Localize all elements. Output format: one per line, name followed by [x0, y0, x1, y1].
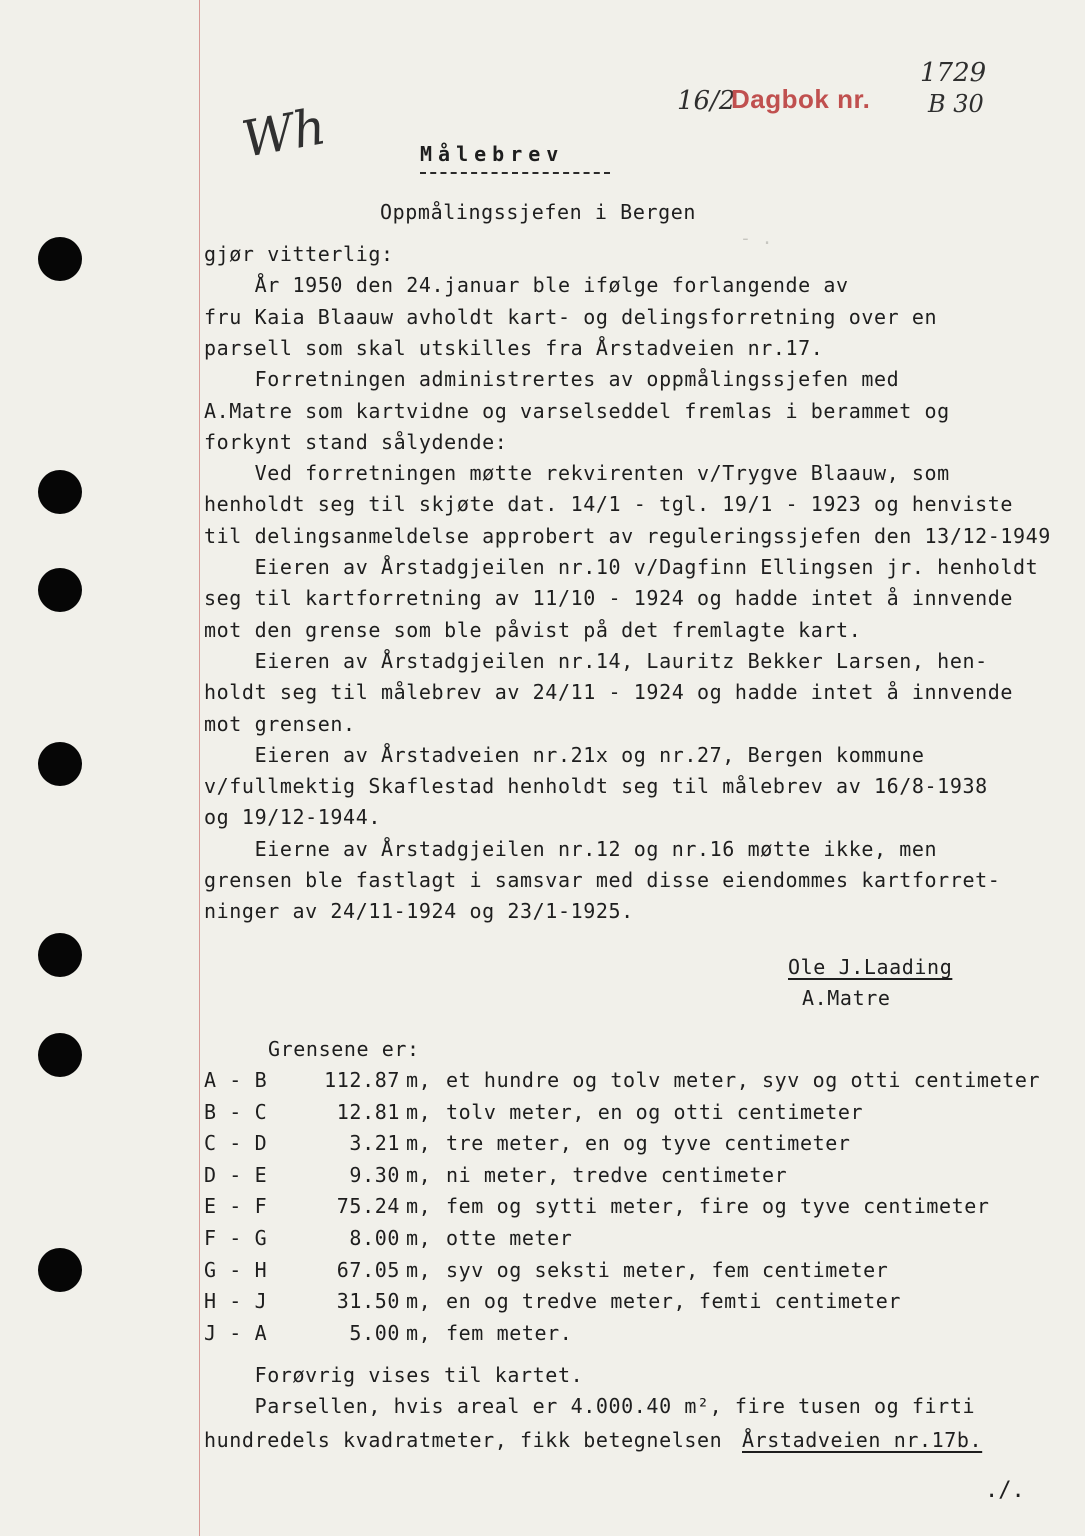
boundary-words: fem meter. — [446, 1321, 573, 1345]
body-line: Ved forretningen møtte rekvirenten v/Trygve Blaauw, som — [204, 461, 950, 485]
boundary-segment: C - D — [204, 1131, 268, 1155]
stamp-number: 1729 — [920, 58, 987, 88]
boundary-words: en og tredve meter, femti centimeter — [446, 1289, 902, 1313]
boundary-unit: m, — [406, 1226, 432, 1250]
body-line: parsell som skal utskilles fra Årstadveien nr.17. — [204, 336, 824, 360]
body-line: Eieren av Årstadveien nr.21x og nr.27, Bergen kommune — [204, 743, 925, 767]
body-line: v/fullmektig Skaflestad henholdt seg til målebrev av 16/8-1938 — [204, 774, 988, 798]
boundary-meters: 12.81 — [336, 1100, 400, 1124]
body-line: grensen ble fastlagt i samsvar med disse eiendommes kartforret- — [204, 868, 1001, 892]
punch-hole — [38, 1033, 82, 1077]
handwritten-initials: Wh — [237, 97, 330, 169]
boundary-unit: m, — [406, 1289, 432, 1313]
body-line: holdt seg til målebrev av 24/11 - 1924 og hadde intet å innvende — [204, 680, 1014, 704]
body-line: ninger av 24/11-1924 og 23/1-1925. — [204, 899, 634, 923]
boundary-unit: m, — [406, 1321, 432, 1345]
boundary-meters: 31.50 — [336, 1289, 400, 1313]
boundary-words: fem og sytti meter, fire og tyve centimeter — [446, 1194, 990, 1218]
body-line: gjør vitterlig: — [204, 242, 394, 266]
title-rule — [420, 172, 610, 174]
boundary-words: tolv meter, en og otti centimeter — [446, 1100, 864, 1124]
boundary-meters: 75.24 — [336, 1194, 400, 1218]
closing-line: Parsellen, hvis areal er 4.000.40 m², fire tusen og firti — [204, 1394, 976, 1418]
boundary-segment: G - H — [204, 1258, 268, 1282]
punch-hole — [38, 470, 82, 514]
body-line: Eieren av Årstadgjeilen nr.10 v/Dagfinn Ellingsen jr. henholdt — [204, 555, 1039, 579]
boundary-segment: A - B — [204, 1068, 268, 1092]
body-line: Eieren av Årstadgjeilen nr.14, Lauritz Bekker Larsen, hen- — [204, 649, 988, 673]
body-line: til delingsanmeldelse approbert av reguleringssjefen den 13/12-1949 — [204, 524, 1051, 548]
boundary-unit: m, — [406, 1163, 432, 1187]
body-line: seg til kartforretning av 11/10 - 1924 og hadde intet å innvende — [204, 586, 1014, 610]
boundary-meters: 67.05 — [336, 1258, 400, 1282]
boundary-words: syv og seksti meter, fem centimeter — [446, 1258, 889, 1282]
boundary-meters: 5.00 — [349, 1321, 400, 1345]
body-line: mot den grense som ble påvist på det fremlagte kart. — [204, 618, 862, 642]
closing-line: hundredels kvadratmeter, fikk betegnelsen — [204, 1428, 723, 1452]
body-line: og 19/12-1944. — [204, 805, 381, 829]
bleed-through-text: - . — [740, 228, 773, 249]
body-line: År 1950 den 24.januar ble ifølge forlangende av — [204, 273, 849, 297]
punch-hole — [38, 933, 82, 977]
boundary-unit: m, — [406, 1068, 432, 1092]
boundary-segment: J - A — [204, 1321, 268, 1345]
body-line: mot grensen. — [204, 712, 356, 736]
boundary-unit: m, — [406, 1131, 432, 1155]
boundary-unit: m, — [406, 1194, 432, 1218]
boundary-segment: H - J — [204, 1289, 268, 1313]
punch-hole — [38, 742, 82, 786]
stamp-suffix: B 30 — [928, 90, 984, 118]
boundary-meters: 112.87 — [324, 1068, 400, 1092]
document-title: Målebrev — [420, 142, 565, 166]
boundary-segment: F - G — [204, 1226, 268, 1250]
boundary-meters: 9.30 — [349, 1163, 400, 1187]
punch-hole — [38, 1248, 82, 1292]
margin-line — [199, 0, 200, 1536]
body-line: forkynt stand sålydende: — [204, 430, 508, 454]
boundary-words: ni meter, tredve centimeter — [446, 1163, 788, 1187]
body-line: A.Matre som kartvidne og varselseddel fremlas i berammet og — [204, 399, 950, 423]
boundary-segment: D - E — [204, 1163, 268, 1187]
body-line: henholdt seg til skjøte dat. 14/1 - tgl. 19/1 - 1923 og henviste — [204, 492, 1014, 516]
body-line: Forretningen administrertes av oppmålingssjefen med — [204, 367, 900, 391]
boundary-words: otte meter — [446, 1226, 573, 1250]
punch-hole — [38, 237, 82, 281]
boundaries-heading: Grensene er: — [268, 1037, 420, 1061]
continuation-mark: ./. — [985, 1478, 1025, 1503]
boundary-meters: 8.00 — [349, 1226, 400, 1250]
body-line: fru Kaia Blaauw avholdt kart- og delingsforretning over en — [204, 305, 938, 329]
boundary-meters: 3.21 — [349, 1131, 400, 1155]
boundary-unit: m, — [406, 1258, 432, 1282]
boundary-words: et hundre og tolv meter, syv og otti centimeter — [446, 1068, 1041, 1092]
issuer: Oppmålingssjefen i Bergen — [380, 200, 697, 224]
body-line: Eierne av Årstadgjeilen nr.12 og nr.16 møtte ikke, men — [204, 837, 938, 861]
witness-name: A.Matre — [802, 986, 891, 1010]
closing-line: Forøvrig vises til kartet. — [204, 1363, 584, 1387]
boundary-unit: m, — [406, 1100, 432, 1124]
boundary-segment: E - F — [204, 1194, 268, 1218]
boundary-segment: B - C — [204, 1100, 268, 1124]
stamp-date: 16/2 — [677, 86, 736, 116]
property-designation: Årstadveien nr.17b. — [742, 1428, 983, 1452]
stamp-label: Dagbok nr. — [731, 84, 871, 114]
signer-name: Ole J.Laading — [788, 955, 953, 979]
punch-hole — [38, 568, 82, 612]
boundary-words: tre meter, en og tyve centimeter — [446, 1131, 851, 1155]
